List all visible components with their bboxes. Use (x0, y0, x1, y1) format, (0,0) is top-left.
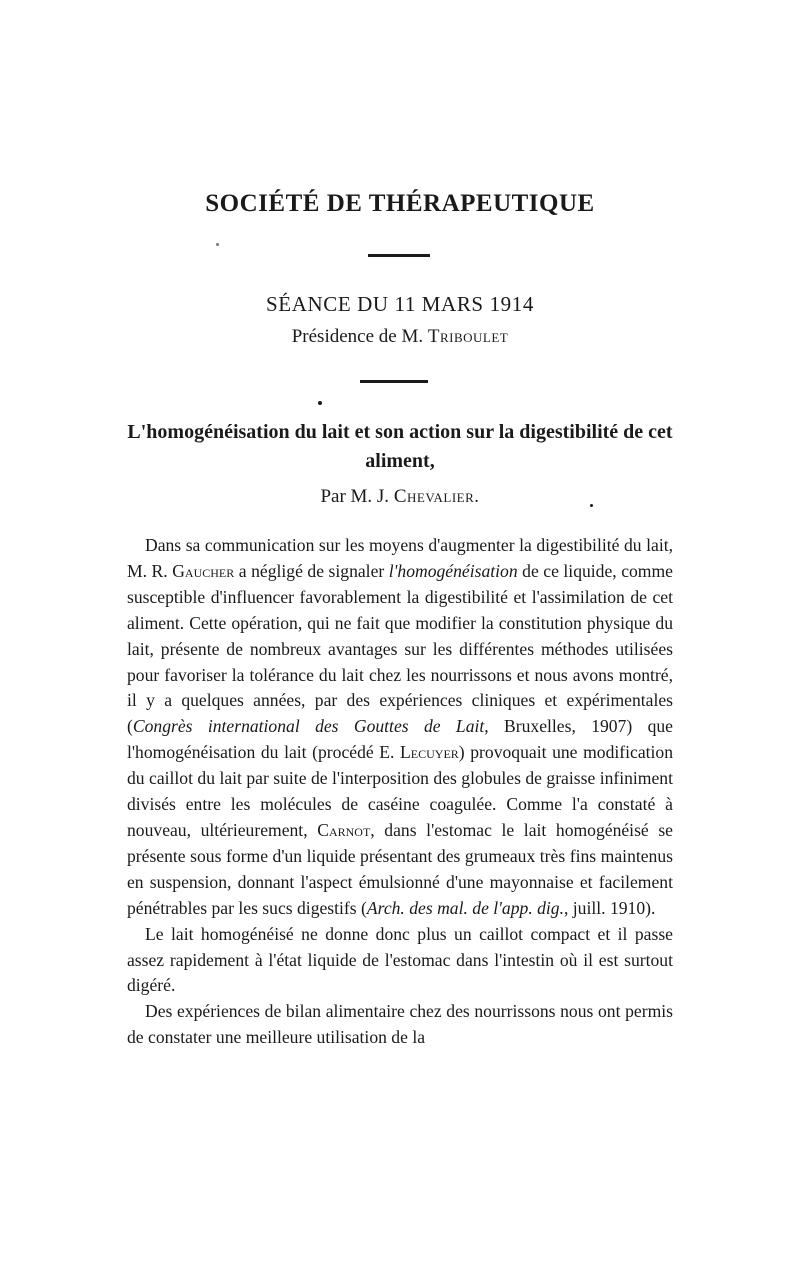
paragraph (127, 533, 673, 922)
presidence-prefix: Présidence de M. (291, 326, 428, 347)
text-run: , dans l'estomac le lait homogénéisé se présente sous forme d'un liquide présentant des grumeaux très fins maintenus en suspension, donnant l'aspect émulsionné d'une mayonnaise et facilement pénétrables par les sucs digestifs ( (127, 819, 673, 918)
author-name: Chevalier. (393, 486, 480, 507)
article-body (127, 533, 673, 1051)
text-run: a négligé de signaler (234, 560, 389, 581)
president-name: Triboulet (427, 326, 509, 347)
section-rule (360, 380, 428, 383)
society-heading: SOCIÉTÉ DE THÉRAPEUTIQUE (205, 190, 595, 217)
emphasis: l'homogénéisation (388, 560, 518, 581)
person-name: Carnot (317, 819, 371, 840)
citation: Arch. des mal. de l'app. dig. (366, 897, 564, 918)
speck-mark (590, 504, 593, 507)
author-line (0, 486, 800, 508)
text-run: de ce liquide, comme susceptible d'influencer favorablement la digestibilité et l'assimilation de cet aliment. Cette opération, qui ne fait que modifier la constitution physique du lait, présente de nombreux avantages sur les différentes méthodes utilisées pour favoriser la tolérance du lait chez les nourrissons et nous avons montré, il y a quelques années, par des expériences cliniques et expérimentales ( (127, 560, 673, 737)
citation: Congrès international des Gouttes de Lait (132, 716, 485, 737)
seance-heading: SÉANCE DU 11 MARS 1914 (266, 292, 534, 316)
text-run: Dans sa communication sur les moyens d'augmenter la digestibilité du lait, M. R. (127, 535, 673, 581)
text-run: , Bruxelles, 1907) que l'homogénéisation du lait (procédé E. (127, 716, 673, 763)
author-prefix: Par M. J. (320, 486, 394, 507)
person-name: Lecuyer (400, 742, 459, 763)
text-run: , juill. 1910). (564, 897, 656, 918)
paragraph: Le lait homogénéisé ne donne donc plus un caillot compact et il passe assez rapidement à l'état liquide de l'estomac dans l'intestin où il est surtout digéré. (127, 923, 673, 996)
article-title: L'homogénéisation du lait et son action sur la digestibilité de cet aliment, (127, 421, 673, 472)
speck-mark (318, 401, 322, 405)
paragraph: Des expériences de bilan alimentaire chez des nourrissons nous ont permis de constater une meilleure utilisation de la (127, 1001, 673, 1048)
person-name: Gaucher (172, 560, 235, 581)
section-rule (368, 254, 430, 257)
presidence-line (0, 326, 800, 348)
speck-mark (216, 243, 219, 246)
text-run: ) provoquait une modification du caillot du lait par suite de l'interposition des globules de graisse infiniment divisés entre les molécules de caséine coagulée. Comme l'a constaté à nouveau, ultérieurement, (127, 742, 674, 840)
